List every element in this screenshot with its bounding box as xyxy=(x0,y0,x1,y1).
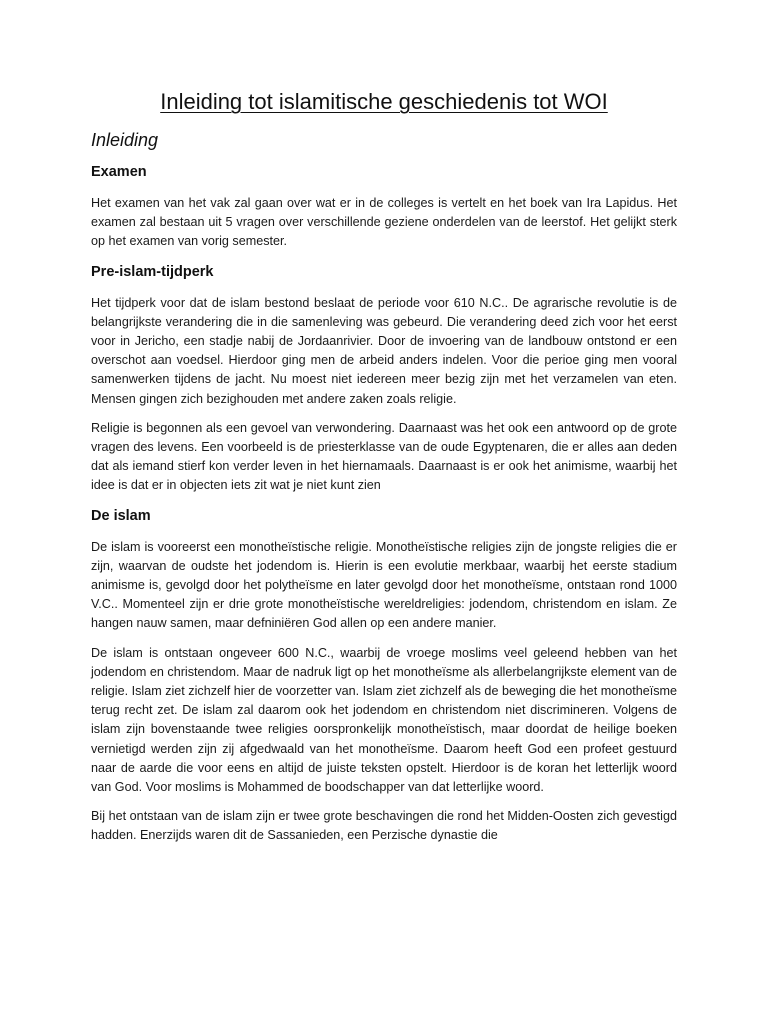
section-examen xyxy=(91,162,677,252)
section-heading: De islam xyxy=(91,507,151,524)
paragraph: Het tijdperk voor dat de islam bestond beslaat de periode voor 610 N.C.. De agrarische revolutie is de belangrijkste verandering die in die samenleving was gebeurd. Die verandering deed zich voor het eerst voor in Jericho, een stadje nabij de Jordaanrivier. Door de invoering van de landbouw ontstond er een overschot aan voedsel. Hierdoor ging men de arbeid anders indelen. Voor die perioe ging men vooral samenwerken tijdens de jacht. Nu moest niet iedereen meer bezig zijn met het verzamelen van eten. Mensen gingen zich bezighouden met andere zaken zoals religie. xyxy=(91,295,677,406)
section-heading: Pre-islam-tijdperk xyxy=(91,263,214,280)
paragraph: Religie is begonnen als een gevoel van verwondering. Daarnaast was het ook een antwoord op de grote vragen des levens. Een voorbeeld is de priesterklasse van de oude Egyptenaren, die er alles aan deden dat als iemand stierf kon verder leven in het hiernamaals. Daarnaast is er ook het animisme, waarbij het idee is dat er in objecten iets zit wat je niet kunt zien xyxy=(91,420,677,493)
paragraph: Bij het ontstaan van de islam zijn er twee grote beschavingen die rond het Midden-Oosten zich gevestigd hadden. Enerzijds waren dit de Sassanieden, een Perzische dynastie die xyxy=(91,809,677,843)
document-title: Inleiding tot islamitische geschiedenis tot WOI xyxy=(160,89,608,114)
document-page xyxy=(91,88,677,856)
section-de-islam xyxy=(91,506,677,846)
section-pre-islam xyxy=(91,262,677,496)
paragraph: De islam is ontstaan ongeveer 600 N.C., waarbij de vroege moslims veel geleend hebben van het jodendom en christendom. Maar de nadruk ligt op het monotheïsme als allerbelangrijkste element van de religie. Islam ziet zichzelf hier de voorzetter van. Islam ziet zichzelf als de beweging die het monotheïsme terug recht zet. De islam zal daarom ook het jodendom en christendom niet discrimineren. Volgens de islam zijn bovenstaande twee religies oorspronkelijk monotheïstisch, maar doordat de heilige boeken vernietigd werden zijn zij afgedwaald van het monotheïsme. Daarom heeft God een profeet gestuurd naar de aarde die voor eens en altijd de juiste teksten opstelt. Hierdoor is de koran het letterlijk woord van God. Voor moslims is Mohammed de boodschapper van dat letterlijke woord. xyxy=(91,645,677,795)
chapter-heading: Inleiding xyxy=(91,130,159,150)
paragraph: De islam is vooreerst een monotheïstische religie. Monotheïstische religies zijn de jongste religies die er zijn, waarvan de oudste het jodendom is. Hierin is een evolutie merkbaar, waarbij het eerste stadium animisme is, gevolgd door het polytheïsme en later gevolgd door het monotheïsme, ontstaan rond 1000 V.C.. Momenteel zijn er drie grote monotheïstische wereldreligies: jodendom, christendom en islam. Ze hangen nauw samen, maar defniniëren God allen op een andere manier. xyxy=(91,539,677,631)
paragraph: Het examen van het vak zal gaan over wat er in de colleges is vertelt en het boek van Ira Lapidus. Het examen zal bestaan uit 5 vragen over verschillende geziene onderdelen van de leerstof. Het gelijkt sterk op het examen van vorig semester. xyxy=(91,196,677,249)
section-heading: Examen xyxy=(91,164,147,180)
